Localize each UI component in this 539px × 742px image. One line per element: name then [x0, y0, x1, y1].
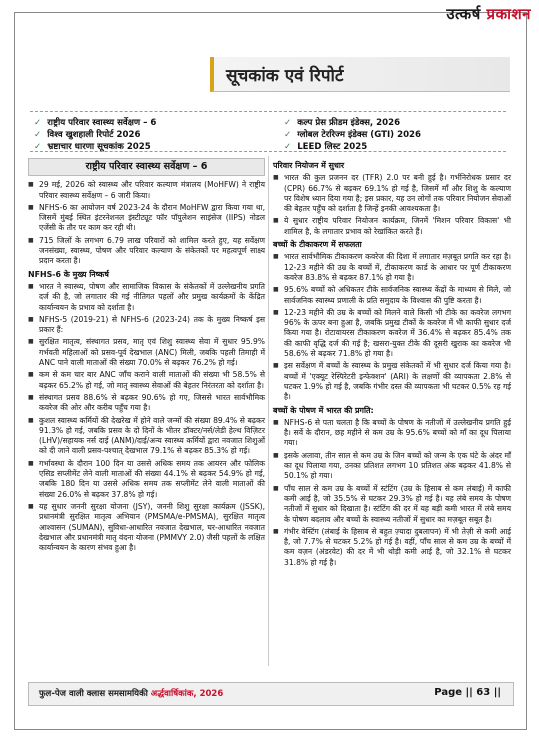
- list-item: ■ 29 मई, 2026 को स्वास्थ्य और परिवार कल्याण मंत्रालय (MoHFW) ने राष्ट्रीय परिवार स्वास्थ्य सर्वेक्षण – 6 जारी किया।: [28, 180, 265, 201]
- list-item: ■ भारत सार्वभौमिक टीकाकरण कवरेज की दिशा में लगातार मज़बूत प्रगति कर रहा है। 12-23 महीने की उम्र के बच्चों में, टीकाकरण कार्ड के आधार पर पूर्ण टीकाकरण कवरेज 83.8% से बढ़कर 87.1% हो गया है।: [273, 252, 511, 283]
- subheading: NFHS-6 के मुख्य निष्कर्ष: [28, 269, 109, 279]
- list-item: ■ NFHS-6 से पता चलता है कि बच्चों के पोषण के नतीजों में उल्लेखनीय प्रगति हुई है। सर्वे के दौरान, छह महीने से कम उम्र के 95.6% बच्चों को माँ का दूध पिलाया गया।: [273, 418, 511, 449]
- subheading: परिवार नियोजन में सुधार: [273, 161, 345, 170]
- topic-item: ✓ LEED लिस्ट 2025: [284, 140, 367, 152]
- topics-bottom-divider: [30, 151, 506, 152]
- topic-item: ✓ भ्रष्टाचार धारणा सूचकांक 2025: [34, 140, 151, 152]
- column-divider: [268, 156, 269, 666]
- list-item: ■ 12-23 महीने की उम्र के बच्चों को मिलने वाले किसी भी टीके का कवरेज लगभग 96% के ऊपर बना हुआ है, जबकि प्रमुख टीकों के कवरेज में भी काफी सुधार दर्ज किया गया है। रोटावायरस टीकाकरण कवरेज में 36.4% से बढ़कर 85.4% तक की काफी वृद्धि दर्ज की गई है; खसरा-युक्त टीके की दूसरी खुराक का कवरेज भी 58.6% से बढ़कर 71.8% हो गया है।: [273, 308, 511, 359]
- list-item: ■ पाँच साल से कम उम्र के बच्चों में स्टंटिंग (उम्र के हिसाब से कम लंबाई) में काफी कमी आई है, जो 35.5% से घटकर 29.3% हो गई है। यह लंबे समय के पोषण नतीजों में सुधार को दिखाता है। स्टंटिंग की दर में यह बड़ी कमी भारत में लंबे समय के पोषण बदलाव और बच्चों के स्वास्थ्य नतीजों में सुधार का मज़बूत सबूत है।: [273, 484, 511, 525]
- list-item: ■ इसके अलावा, तीन साल से कम उम्र के जिन बच्चों को जन्म के एक घंटे के अंदर माँ का दूध पिलाया गया, उनका प्रतिशत लगभग 10 प्रतिशत अंक बढ़कर 41.8% से 50.1% हो गया।: [273, 451, 511, 482]
- list-item: ■ भारत की कुल प्रजनन दर (TFR) 2.0 पर बनी हुई है। गर्भनिरोधक प्रसार दर (CPR) 66.7% से बढ़कर 69.1% हो गई है, जिसमें माँ और शिशु के कल्याण पर विशेष ध्यान दिया गया है; इस प्रकार, यह उन लोगों तक परिवार नियोजन सेवाओं की बेहतर पहुँच को दर्शाता है जिन्हें इनकी आवश्यकता है।: [273, 173, 511, 214]
- section-title: सूचकांक एवं रिपोर्ट: [226, 66, 344, 86]
- list-item: ■ इस सर्वेक्षण में बच्चों के स्वास्थ्य के प्रमुख संकेतकों में भी सुधार दर्ज किया गया है। बच्चों में 'एक्यूट रेस्पिरेटरी इन्फेक्शन' (ARI) के लक्षणों की व्यापकता 2.8% से घटकर 1.9% हो गई है, जबकि गंभीर दस्त की व्यापकता भी घटकर 0.5% रह गई है।: [273, 361, 511, 402]
- topics-top-divider: [30, 111, 506, 112]
- list-item: ■ यह सुधार जननी सुरक्षा योजना (JSY), जननी शिशु सुरक्षा कार्यक्रम (JSSK), प्रधानमंत्री सुरक्षित मातृत्व अभियान (PMSMA/e-PMSMA), सुरक्षित मातृत्व आश्वासन (SUMAN), सुविधा-आधारित नवजात देखभाल, घर-आधारित नवजात देखभाल और प्रधानमंत्री मातृ वंदना योजना (PMMVY 2.0) जैसी पहलों के लक्षित कार्यान्वयन के कारण संभव हुआ है।: [28, 502, 265, 553]
- brand-sub: प्रकाशन: [486, 5, 531, 23]
- list-item: ■ सुरक्षित मातृत्व, संस्थागत प्रसव, मातृ एवं शिशु स्वास्थ्य सेवा में सुधार 95.9% गर्भवती महिलाओं को प्रसव-पूर्व देखभाल (ANC) मिली, जबकि पहली तिमाही में ANC पाने वाली माताओं की संख्या 70.0% से बढ़कर 76.2% हो गई।: [28, 337, 265, 368]
- list-item: ■ भारत ने स्वास्थ्य, पोषण और सामाजिक विकास के संकेतकों में उल्लेखनीय प्रगति दर्ज की है, जो लगातार की गई नीतिगत पहलों और प्रमुख कार्यक्रमों के केंद्रित कार्यान्वयन के प्रभाव को दर्शाता है।: [28, 282, 265, 313]
- list-item: ■ NFHS-6 का आयोजन वर्ष 2023-24 के दौरान MoHFW द्वारा किया गया था, जिसमें मुंबई स्थित इंटरनेशनल इंस्टीट्यूट फॉर पॉपुलेशन साइंसेज (IIPS) नोडल एजेंसी के तौर पर काम कर रही थी।: [28, 203, 265, 234]
- footer-edition: अर्द्धवार्षिकांक, 2026: [150, 689, 224, 699]
- page-footer: [28, 682, 514, 706]
- topic-item: ✓ कल्प प्रेस फ्रीडम इंडेक्स, 2026: [284, 116, 400, 128]
- list-item: ■ संस्थागत प्रसव 88.6% से बढ़कर 90.6% हो गए, जिससे भारत सार्वभौमिक कवरेज की ओर और करीब पहुँच गया है।: [28, 393, 265, 414]
- subheading: बच्चों के पोषण में भारत की प्रगति:: [273, 405, 374, 415]
- list-item: ■ ये सुधार राष्ट्रीय परिवार नियोजन कार्यक्रम, जिनमें 'मिशन परिवार विकास' भी शामिल है, के लगातार प्रभाव को रेखांकित करते हैं।: [273, 216, 511, 237]
- topic-item: ✓ ग्लोबल टेररिज्म इंडेक्स (GTI) 2026: [284, 128, 421, 140]
- section-title-box: [210, 57, 510, 92]
- list-item: ■ गर्भावस्था के दौरान 100 दिन या उससे अधिक समय तक आयरन और फोलिक एसिड सप्लीमेंट लेने वाली माताओं की संख्या 44.1% से बढ़कर 54.9% हो गई, जबकि 180 दिन या उससे अधिक समय तक सप्लीमेंट लेने वाली माताओं की संख्या 26.0% से बढ़कर 37.8% हो गई।: [28, 459, 265, 500]
- footer-publication: [39, 688, 223, 699]
- brand-logo: [446, 4, 531, 24]
- list-item: ■ कुशल स्वास्थ्य कर्मियों की देखरेख में होने वाले जन्मों की संख्या 89.4% से बढ़कर 91.3% हो गई, जबकि प्रसव के दो दिनों के भीतर डॉक्टर/नर्स/लेडी हेल्थ विज़िटर (LHV)/सहायक नर्स दाई (ANM)/दाई/अन्य स्वास्थ्य कर्मियों द्वारा नवजात शिशुओं को दी जाने वाली प्रसव-पश्चात् देखभाल 79.1% से बढ़कर 85.3% हो गई।: [28, 416, 265, 457]
- list-item: ■ 715 जिलों के लगभग 6.79 लाख परिवारों को शामिल करते हुए, यह सर्वेक्षण जनसंख्या, स्वास्थ्य, पोषण और परिवार कल्याण के संकेतकों पर महत्वपूर्ण साक्ष्य प्रदान करता है।: [28, 236, 265, 267]
- footer-title: फुल-पेज वाली क्लास समसामयिकी: [39, 689, 148, 699]
- list-item: ■ 95.6% बच्चों को अधिकतर टीके सार्वजनिक स्वास्थ्य केंद्रों के माध्यम से मिले, जो सार्वजनिक स्वास्थ्य प्रणाली के प्रति समुदाय के विश्वास की पुष्टि करता है।: [273, 285, 511, 306]
- brand-main: उत्कर्ष: [446, 5, 481, 23]
- page-number: Page || 63 ||: [434, 687, 501, 698]
- topic-item: ✓ विश्व खुशहाली रिपोर्ट 2026: [34, 128, 140, 140]
- list-item: ■ NFHS-5 (2019-21) से NFHS-6 (2023-24) तक के मुख्य निष्कर्ष इस प्रकार हैं:: [28, 315, 265, 336]
- topic-item: ✓ राष्ट्रीय परिवार स्वास्थ्य सर्वेक्षण – 6: [34, 116, 156, 128]
- subheading: बच्चों के टीकाकरण में सफलता: [273, 240, 362, 250]
- list-item: ■ कम से कम चार बार ANC जाँच कराने वाली माताओं की संख्या भी 58.5% से बढ़कर 65.2% हो गई, जो मातृ स्वास्थ्य सेवाओं की बेहतर निरंतरता को दर्शाता है।: [28, 370, 265, 391]
- left-box-title: राष्ट्रीय परिवार स्वास्थ्य सर्वेक्षण – 6: [28, 158, 265, 176]
- topics-list: [34, 116, 494, 150]
- right-column: [273, 158, 511, 570]
- left-column: [28, 158, 265, 555]
- list-item: ■ गंभीर वेस्टिंग (लंबाई के हिसाब से बहुत ज़्यादा दुबलापन) में भी तेज़ी से कमी आई है, जो 7.7% से घटकर 5.2% हो गई है। वहीं, पाँच साल से कम उम्र के बच्चों में कम वज़न (अंडरवेट) की दर में भी थोड़ी कमी आई है, जो 32.1% से घटकर 31.8% हो गई है।: [273, 527, 511, 568]
